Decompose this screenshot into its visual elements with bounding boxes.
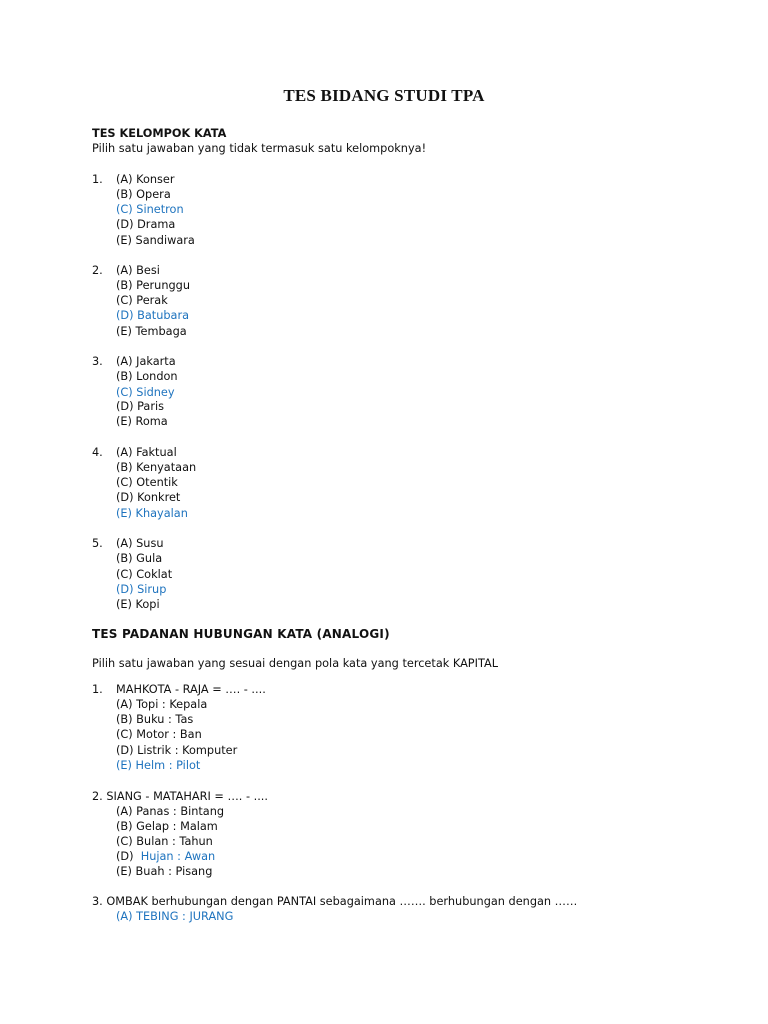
option: (B) Opera: [116, 188, 171, 201]
option: (E) Roma: [116, 415, 168, 428]
option: (E) Kopi: [116, 598, 160, 611]
option: (B) Buku : Tas: [116, 713, 194, 726]
option-answer: (D) Sirup: [116, 583, 167, 596]
option: (E) Buah : Pisang: [116, 865, 213, 878]
option-answer: (A) TEBING : JURANG: [116, 910, 234, 923]
option-answer: (C) Sidney: [116, 386, 175, 399]
option: (C) Coklat: [116, 568, 173, 581]
question-number: 1.: [92, 173, 103, 186]
option: (A) Panas : Bintang: [116, 805, 225, 818]
question-number: 5.: [92, 537, 103, 550]
option-answer: (E) Helm : Pilot: [116, 759, 201, 772]
option: (C) Motor : Ban: [116, 728, 202, 741]
option: (C) Perak: [116, 294, 168, 307]
option-answer: (D) Batubara: [116, 309, 190, 322]
question-stem: 3. OMBAK berhubungan dengan PANTAI sebagaimana ……. berhubungan dengan ……: [92, 895, 578, 908]
option: (A) Besi: [116, 264, 160, 277]
option: (E) Sandiwara: [116, 234, 195, 247]
option: (D) Konkret: [116, 491, 181, 504]
section2-heading: TES PADANAN HUBUNGAN KATA (ANALOGI): [92, 627, 390, 641]
option-answer: (C) Sinetron: [116, 203, 184, 216]
option: (E) Tembaga: [116, 325, 187, 338]
section2-instruction: Pilih satu jawaban yang sesuai dengan pola kata yang tercetak KAPITAL: [92, 657, 498, 670]
option: (D) Listrik : Komputer: [116, 744, 238, 757]
option: (A) Susu: [116, 537, 164, 550]
option: (B) Perunggu: [116, 279, 190, 292]
option: (A) Topi : Kepala: [116, 698, 208, 711]
section1-instruction: Pilih satu jawaban yang tidak termasuk satu kelompoknya!: [92, 142, 427, 155]
option: (A) Konser: [116, 173, 175, 186]
option-answer: (E) Khayalan: [116, 507, 188, 520]
option: (B) Gelap : Malam: [116, 820, 218, 833]
option: (D) Drama: [116, 218, 176, 231]
option: (B) Gula: [116, 552, 163, 565]
option: (C) Otentik: [116, 476, 178, 489]
section1-heading: TES KELOMPOK KATA: [92, 127, 227, 140]
option-answer-text: Hujan : Awan: [140, 850, 216, 863]
option: (D) Paris: [116, 400, 165, 413]
question-number: 4.: [92, 446, 103, 459]
question-stem: MAHKOTA - RAJA = …. - ....: [116, 683, 266, 696]
question-number: 2.: [92, 264, 103, 277]
question-number: 3.: [92, 355, 103, 368]
option: (C) Bulan : Tahun: [116, 835, 213, 848]
option: (B) Kenyataan: [116, 461, 197, 474]
option: (B) London: [116, 370, 178, 383]
option-letter: (D): [116, 850, 141, 863]
page-title: TES BIDANG STUDI TPA: [283, 86, 485, 105]
question-stem: 2. SIANG - MATAHARI = …. - ....: [92, 790, 268, 803]
option: [116, 849, 215, 864]
option: (A) Faktual: [116, 446, 177, 459]
option: (A) Jakarta: [116, 355, 176, 368]
question-number: 1.: [92, 683, 103, 696]
